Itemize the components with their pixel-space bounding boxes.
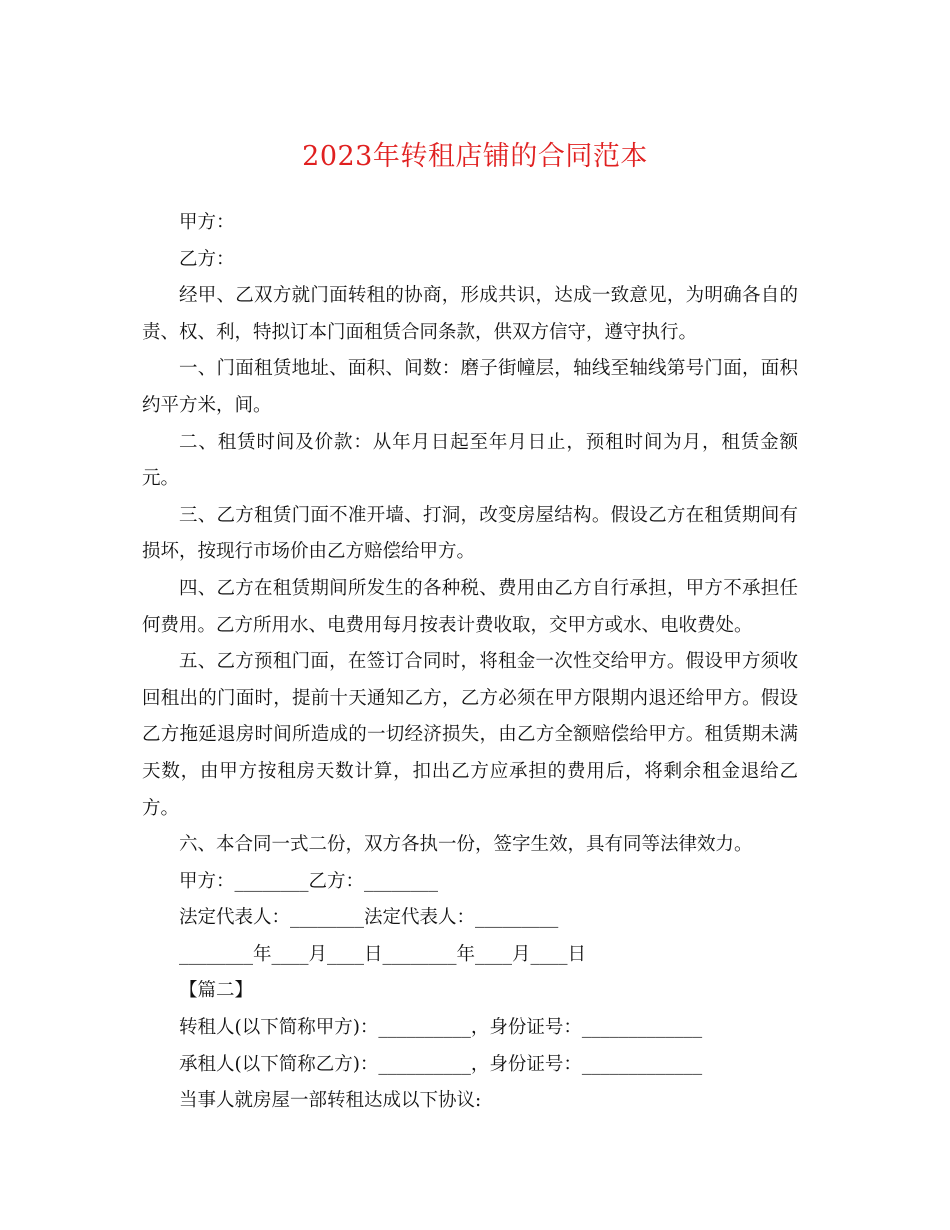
party-b-label: 乙方： <box>179 248 235 270</box>
clause-6: 六、本合同一式二份，双方各执一份，签字生效，具有同等法律效力。 <box>179 834 753 856</box>
intro-paragraph: 经甲、乙双方就门面转租的协商，形成共识，达成一致意见，为明确各自的责、权、利，特拟订本门面租赁合同条款，供双方信守，遵守执行。 <box>142 285 798 343</box>
agreement-intro: 当事人就房屋一部转租达成以下协议: <box>179 1090 482 1112</box>
section-heading-part2: 【篇二】 <box>179 980 254 1002</box>
clause-3: 三、乙方租赁门面不准开墙、打洞，改变房屋结构。假设乙方在租赁期间有损坏，按现行市场价由乙方赔偿给甲方。 <box>142 504 798 563</box>
signature-representatives: 法定代表人：________法定代表人：_________ <box>179 907 559 929</box>
clause-2: 二、租赁时间及价款：从年月日起至年月日止，预租时间为月，租赁金额元。 <box>142 431 798 490</box>
signature-dates: ________年____月____日________年____月____日 <box>179 943 587 965</box>
clause-5: 五、乙方预租门面，在签订合同时，将租金一次性交给甲方。假设甲方须收回租出的门面时，提前十天通知乙方，乙方必须在甲方限期内退还给甲方。假设乙方拖延退房时间所造成的一切经济损失，由乙方全额赔偿给甲方。租赁期未满天数，由甲方按租房天数计算，扣出乙方应承担的费用后，将剩余租金退给乙方。 <box>142 651 798 819</box>
contract-body <box>142 205 798 1120</box>
clause-1: 一、门面租赁地址、面积、间数：磨子街幢层，轴线至轴线第号门面，面积约平方米，间。 <box>142 358 798 416</box>
sublessee-line: 承租人(以下简称乙方)：__________，身份证号：_____________ <box>179 1053 703 1075</box>
document-title: 2023年转租店铺的合同范本 <box>302 141 648 172</box>
sublessor-line: 转租人(以下简称甲方)：__________，身份证号：_____________ <box>179 1017 703 1039</box>
party-a-label: 甲方： <box>179 212 235 233</box>
signature-parties: 甲方：________乙方：________ <box>179 870 439 892</box>
clause-4: 四、乙方在租赁期间所发生的各种税、费用由乙方自行承担，甲方不承担任何费用。乙方所用水、电费用每月按表计费收取，交甲方或水、电收费处。 <box>142 577 798 636</box>
